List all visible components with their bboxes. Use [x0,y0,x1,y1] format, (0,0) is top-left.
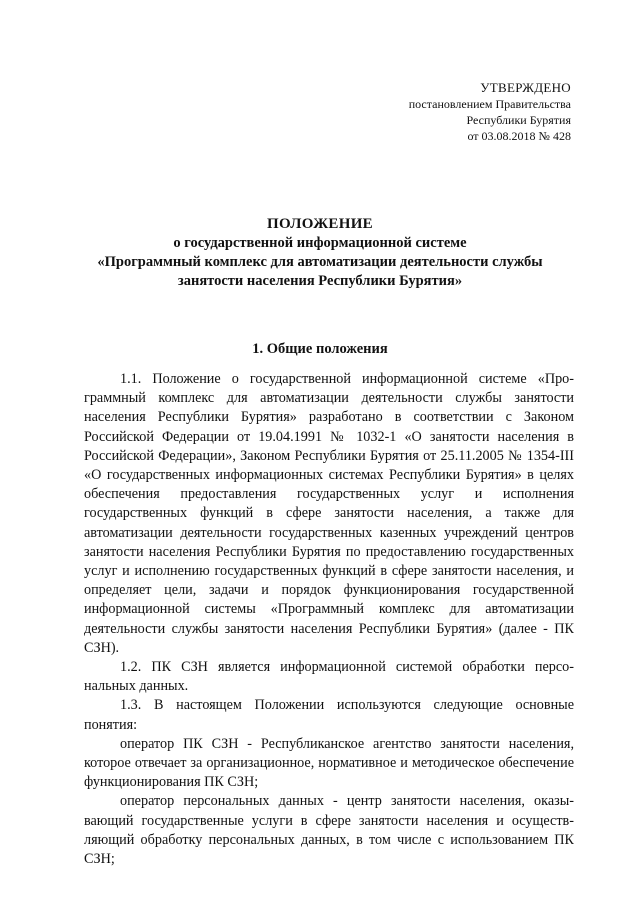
approval-block [409,80,571,144]
approval-title: УТВЕРЖДЕНО [480,80,571,95]
paragraph: оператор персональных данных - центр занятости населения, оказывающий государственные услуги в сфере занятости населения и осуществляющий обработку персональных данных, в том числе с использованием ПК СЗН; [84,793,574,868]
paragraph: оператор ПК СЗН - Республиканское агентство занятости населения, которое отвечает за организационное, нормативное и методическое обеспечение функционирования ПК СЗН; [84,735,574,791]
approval-line: Республики Бурятия [466,113,571,127]
paragraph: 1.1. Положение о государственной информационной системе «Программный комплекс для автоматизации деятельности службы занятости населения Республики Бурятия» разработано в соответствии с Законом Российской Федерации от 19.04.1991 № 1032-1 «О занятости населения в Российской Федерации», Законом Республики Бурятия от 25.11.2005 № 1354-III «О государственных информационных системах Республики Бурятия» в целях обеспечения предоставления государственных услуг и исполнения государственных функций в сфере занятости населения, а также для автоматизации деятельности государственных казенных учреждений центров занятости населения Республики Бурятия по предоставлению государственных услуг и исполнению государственных функций в сфере занятости населения, и определяет цели, задачи и порядок функционирования государственной информационной системы «Программный комплекс для автоматизации деятельности службы занятости населения Республики Бурятия» (далее - ПК СЗН). [84,371,574,656]
document-body [84,370,574,869]
document-subtitle-line: занятости населения Республики Бурятия» [177,273,463,289]
paragraph: 1.3. В настоящем Положении используются следующие основные понятия: [84,697,574,733]
approval-date: от 03.08.2018 № 428 [467,129,571,143]
section-title: 1. Общие положения [252,341,388,357]
paragraph: 1.2. ПК СЗН является информационной системой обработки персональных данных. [84,659,574,695]
document-title: ПОЛОЖЕНИЕ [267,216,373,232]
document-subtitle-line: о государственной информационной системе [173,235,467,251]
document-heading [0,215,640,291]
approval-line: постановлением Правительства [408,97,571,111]
document-subtitle-line: «Программный комплекс для автоматизации деятельности службы [97,254,543,270]
